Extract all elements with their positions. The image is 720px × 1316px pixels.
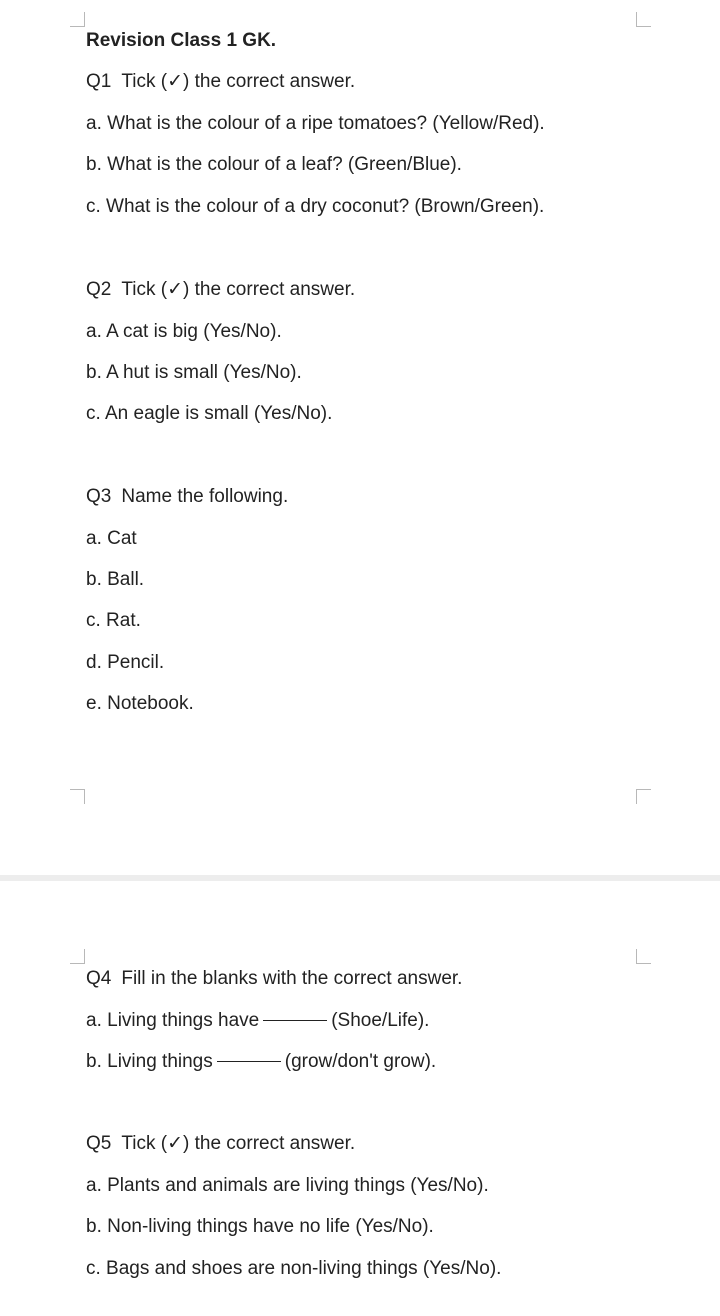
fill-blank-options: (grow/don't grow). [284, 1051, 437, 1072]
fill-blank-item [86, 1050, 436, 1074]
answer-blank[interactable] [217, 1061, 281, 1062]
document-page-2 [0, 881, 720, 1316]
question-text: Tick (✓) the correct answer. [121, 71, 356, 92]
question-number: Q4 [86, 968, 112, 989]
fill-blank-text: a. Living things have [86, 1010, 260, 1031]
question-item: c. An eagle is small (Yes/No). [86, 403, 333, 424]
question-item: b. What is the colour of a leaf? (Green/Blue). [86, 154, 462, 175]
page-corner-mark [70, 789, 85, 804]
page-corner-mark [70, 12, 85, 27]
question-item: b. Non-living things have no life (Yes/No). [86, 1216, 434, 1237]
answer-blank[interactable] [263, 1020, 327, 1021]
question-item: e. Notebook. [86, 693, 194, 714]
question-number: Q5 [86, 1133, 112, 1154]
question-text: Tick (✓) the correct answer. [121, 1133, 356, 1154]
page-title: Revision Class 1 GK. [86, 30, 277, 51]
question-item: a. Cat [86, 528, 137, 549]
page-corner-mark [636, 949, 651, 964]
question-item: a. What is the colour of a ripe tomatoes? (Yellow/Red). [86, 113, 545, 134]
question-item: c. Bags and shoes are non-living things (Yes/No). [86, 1258, 502, 1279]
question-heading-q1 [86, 70, 355, 94]
question-text: Name the following. [121, 486, 289, 507]
question-heading-q3 [86, 485, 288, 509]
question-item: c. Rat. [86, 610, 141, 631]
question-item: a. Plants and animals are living things (Yes/No). [86, 1175, 489, 1196]
page-corner-mark [636, 12, 651, 27]
question-item: b. A hut is small (Yes/No). [86, 362, 302, 383]
page-corner-mark [636, 789, 651, 804]
question-item: d. Pencil. [86, 652, 165, 673]
question-number: Q3 [86, 486, 112, 507]
question-heading-q5 [86, 1132, 355, 1156]
question-text: Fill in the blanks with the correct answer. [121, 968, 463, 989]
question-item: a. A cat is big (Yes/No). [86, 321, 282, 342]
question-text: Tick (✓) the correct answer. [121, 279, 356, 300]
question-heading-q4 [86, 967, 462, 991]
fill-blank-text: b. Living things [86, 1051, 213, 1072]
question-heading-q2 [86, 278, 355, 302]
question-number: Q1 [86, 71, 112, 92]
fill-blank-item [86, 1009, 429, 1033]
fill-blank-options: (Shoe/Life). [331, 1010, 430, 1031]
page-corner-mark [70, 949, 85, 964]
question-item: b. Ball. [86, 569, 145, 590]
question-number: Q2 [86, 279, 112, 300]
question-item: c. What is the colour of a dry coconut? (Brown/Green). [86, 196, 545, 217]
